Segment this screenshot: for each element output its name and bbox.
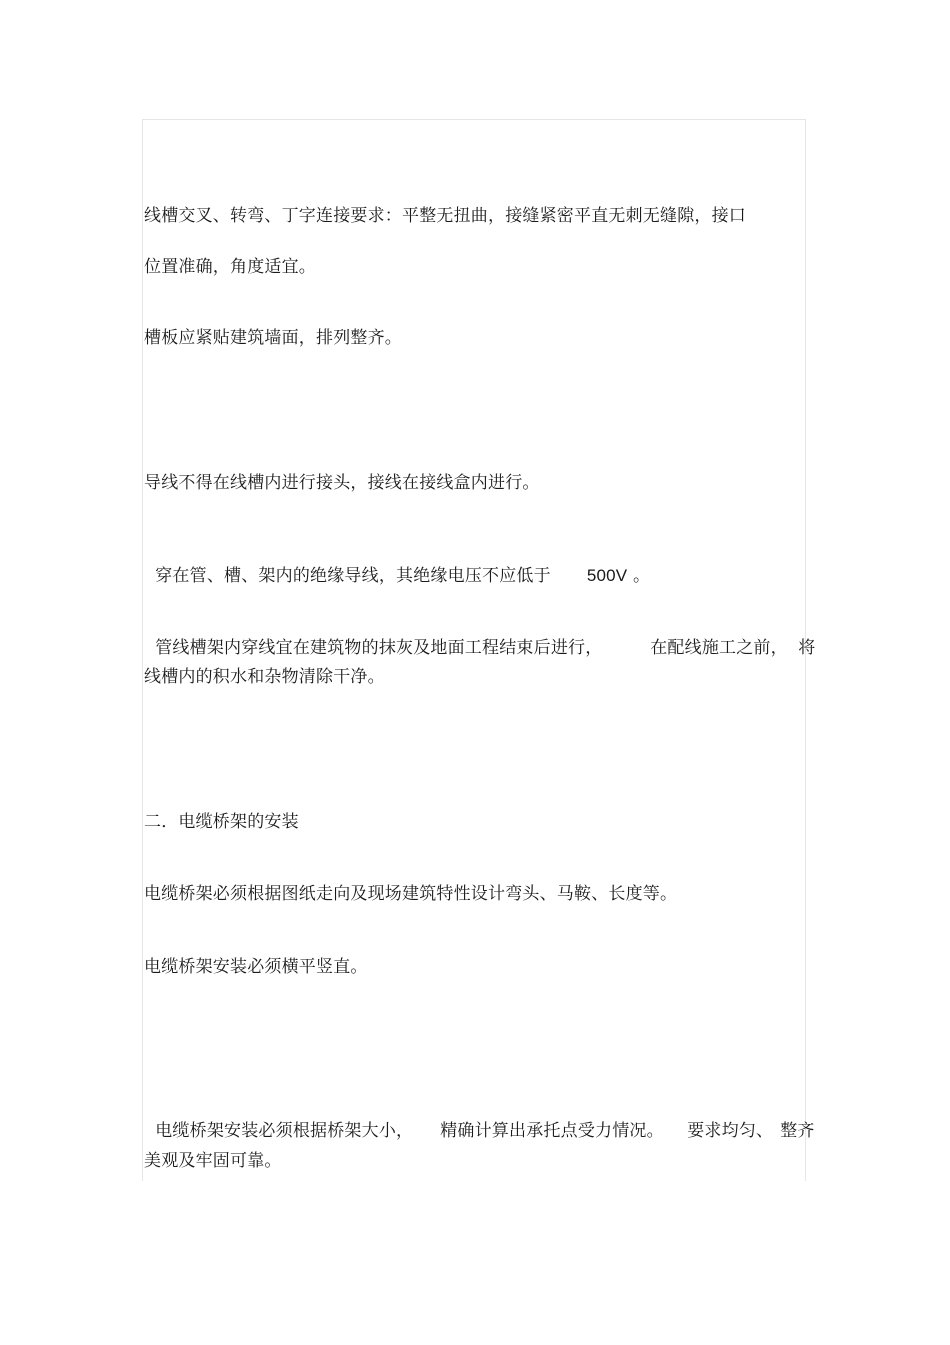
paragraph-line [676,1101,773,1141]
paragraph-line [639,618,788,658]
text-run: 。 [632,566,651,586]
text-run: 在配线施工之前， [650,638,788,658]
text-run: 电缆桥架安装必须根据桥架大小， [155,1121,414,1141]
section-heading: 二．电缆桥架的安装 [144,812,299,832]
paragraph-line: 线槽内的积水和杂物清除干净。 [144,667,385,687]
paragraph-line [144,546,650,586]
text-run: 管线槽架内穿线宜在建筑物的抹灰及地面工程结束后进行， [155,638,603,658]
text-run: 精确计算出承托点受力情况。 [440,1121,664,1141]
paragraph-line [787,618,815,658]
paragraph-line: 导线不得在线槽内进行接头，接线在接线盒内进行。 [144,473,540,493]
paragraph-line: 电缆桥架安装必须横平竖直。 [144,957,368,977]
paragraph-line [769,1101,815,1141]
paragraph-line: 美观及牢固可靠。 [144,1151,282,1171]
paragraph-line: 槽板应紧贴建筑墙面，排列整齐。 [144,328,402,348]
paragraph-line: 电缆桥架必须根据图纸走向及现场建筑特性设计弯头、马鞍、长度等。 [144,884,678,904]
text-run: 穿在管、槽、架内的绝缘导线，其绝缘电压不应低于 [155,566,551,586]
text-run: 整齐 [780,1121,815,1141]
text-run: 将 [798,638,816,658]
paragraph-line [144,618,602,658]
text-run: 要求均匀、 [687,1121,774,1141]
paragraph-line: 线槽交叉、转弯、丁字连接要求：平整无扭曲，接缝紧密平直无刺无缝隙，接口 [144,206,746,226]
paragraph-line [144,1101,413,1141]
paragraph-line [429,1101,664,1141]
paragraph-line: 位置准确，角度适宜。 [144,257,316,277]
voltage-value: 500V [586,566,628,585]
